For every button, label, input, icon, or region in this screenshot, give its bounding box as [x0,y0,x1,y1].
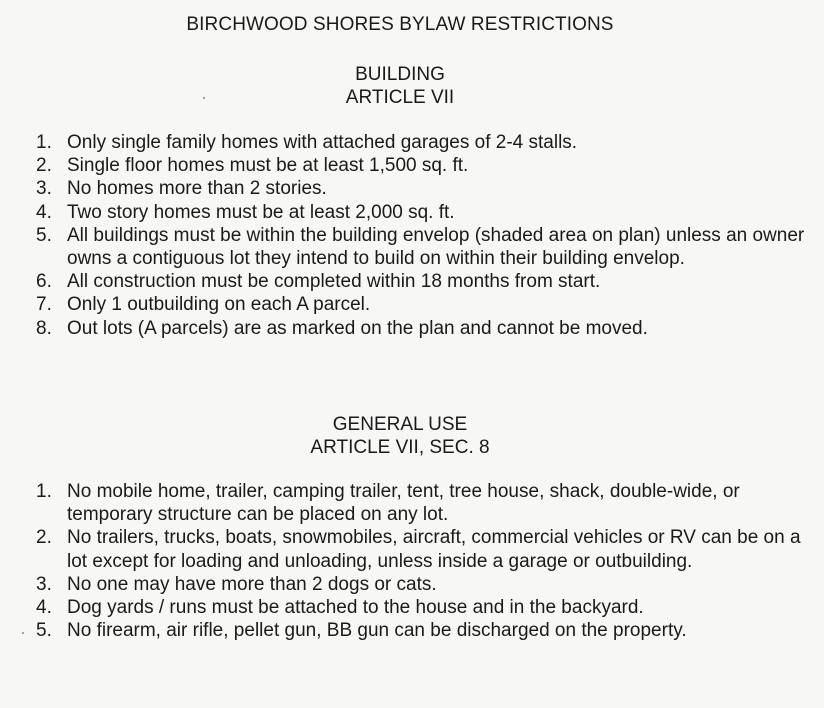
list-item-text: All construction must be completed within 18 months from start. [67,271,601,293]
list-item-number: 6. [36,271,52,293]
general-use-list [36,480,806,642]
list-item-text: No homes more than 2 stories. [67,178,327,200]
list-item-number: 3. [36,178,52,200]
list-item [36,619,806,642]
list-item-number: 5. [36,224,52,246]
list-item-number: 1. [36,132,52,153]
building-section-heading [0,63,800,109]
list-item [36,270,806,293]
list-item-text: All buildings must be within the building envelop (shaded area on plan) unless an owner owns a contiguous lot they intend to build on within their building envelop. [67,224,805,270]
scan-speck [203,97,205,99]
list-item-number: 8. [36,317,52,339]
list-item-number: 3. [36,573,52,595]
list-item [36,596,806,619]
list-item-number: 7. [36,294,52,316]
scan-speck [22,632,24,634]
list-item-text: Dog yards / runs must be attached to the house and in the backyard. [67,597,644,619]
list-item-number: 4. [36,201,52,223]
list-item [36,201,806,224]
general-use-section-heading [0,413,800,459]
list-item-number: 5. [36,620,52,642]
list-item-text: Only single family homes with attached garages of 2-4 stalls. [67,132,578,153]
list-item-text: No trailers, trucks, boats, snowmobiles, aircraft, commercial vehicles or RV can be on a lot except for loading and unloading, unless inside a garage or outbuilding. [67,527,801,572]
list-item-number: 1. [36,481,52,502]
list-item-text: No mobile home, trailer, camping trailer, tent, tree house, shack, double-wide, or temporary structure can be placed on any lot. [67,481,740,526]
list-item [36,177,806,200]
list-item [36,131,806,154]
list-item [36,293,806,316]
building-subheading: ARTICLE VII [345,87,455,108]
list-item-text: Only 1 outbuilding on each A parcel. [67,294,371,316]
document-title: BIRCHWOOD SHORES BYLAW RESTRICTIONS [186,14,614,35]
general-use-heading: GENERAL USE [332,414,468,435]
list-item-number: 2. [36,155,52,177]
list-item-text: Out lots (A parcels) are as marked on the plan and cannot be moved. [67,317,648,339]
list-item [36,573,806,596]
list-item [36,317,806,340]
general-use-subheading: ARTICLE VII, SEC. 8 [310,437,490,458]
list-item-number: 4. [36,597,52,619]
list-item-text: Two story homes must be at least 2,000 sq. ft. [67,201,455,223]
list-item [36,480,806,526]
building-heading: BUILDING [355,64,445,85]
list-item-text: No firearm, air rifle, pellet gun, BB gun can be discharged on the property. [67,620,687,642]
list-item [36,154,806,177]
list-item-text: Single floor homes must be at least 1,500 sq. ft. [67,155,469,177]
building-list [36,131,806,340]
list-item [36,224,806,270]
list-item-text: No one may have more than 2 dogs or cats. [67,573,437,595]
list-item [36,526,806,572]
list-item-number: 2. [36,527,52,549]
